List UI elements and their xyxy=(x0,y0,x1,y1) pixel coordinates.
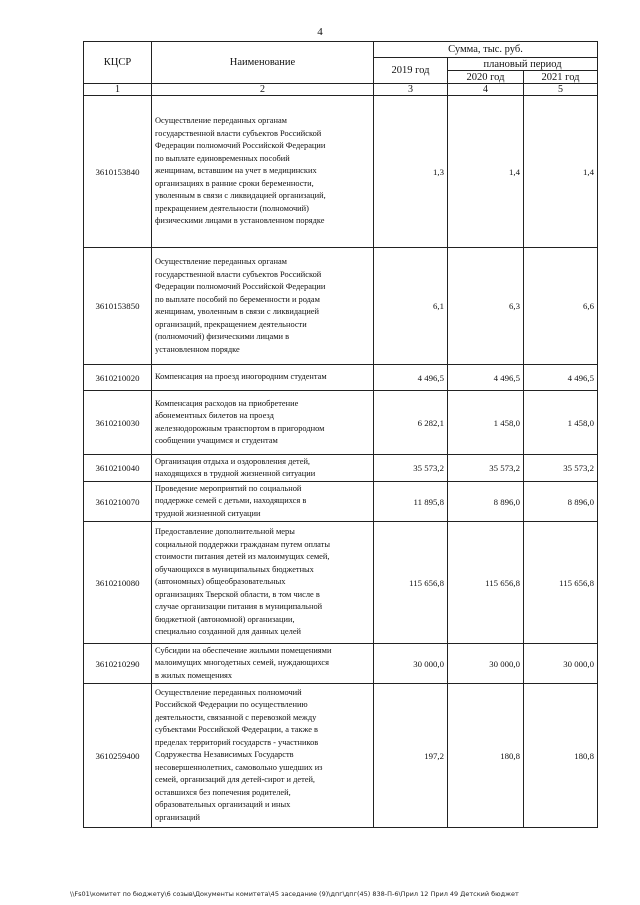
value-2019: 4 496,5 xyxy=(374,365,448,391)
row-name: Проведение мероприятий по социальной поддержке семей с детьми, находящихся в трудной жизненной ситуации xyxy=(152,482,374,522)
row-code: 3610153850 xyxy=(84,248,152,365)
value-2020: 6,3 xyxy=(448,248,524,365)
table-row xyxy=(84,96,598,248)
budget-table xyxy=(83,41,598,828)
row-code: 3610210290 xyxy=(84,644,152,684)
value-2021: 180,8 xyxy=(524,684,598,828)
value-2021: 115 656,8 xyxy=(524,522,598,644)
page-number: 4 xyxy=(317,26,323,38)
header-2020: 2020 год xyxy=(448,71,524,84)
value-2020: 4 496,5 xyxy=(448,365,524,391)
value-2020: 8 896,0 xyxy=(448,482,524,522)
value-2019: 6,1 xyxy=(374,248,448,365)
value-2019: 115 656,8 xyxy=(374,522,448,644)
table-row xyxy=(84,644,598,684)
column-number: 1 xyxy=(84,84,152,96)
header-2021: 2021 год xyxy=(524,71,598,84)
value-2020: 1,4 xyxy=(448,96,524,248)
header-kcsr: КЦСР xyxy=(84,42,152,84)
row-name: Субсидии на обеспечение жилыми помещениями малоимущих многодетных семей, нуждающихся в жилых помещениях xyxy=(152,644,374,684)
row-code: 3610210080 xyxy=(84,522,152,644)
value-2020: 115 656,8 xyxy=(448,522,524,644)
table-row xyxy=(84,482,598,522)
value-2021: 1 458,0 xyxy=(524,391,598,455)
row-name: Компенсация на проезд иногородним студентам xyxy=(152,365,374,391)
value-2021: 6,6 xyxy=(524,248,598,365)
row-name: Осуществление переданных органам государственной власти субъектов Российской Федерации полномочий Российской Федерации по выплате пособий по беременности и родам женщинам, уволенным в связи с ликвидацией организаций, прекращением деятельности (полномочий) физическими лицами в установленном порядке xyxy=(152,248,374,365)
value-2019: 11 895,8 xyxy=(374,482,448,522)
row-code: 3610153840 xyxy=(84,96,152,248)
table-row xyxy=(84,684,598,828)
value-2020: 35 573,2 xyxy=(448,455,524,482)
value-2020: 1 458,0 xyxy=(448,391,524,455)
value-2019: 30 000,0 xyxy=(374,644,448,684)
value-2021: 35 573,2 xyxy=(524,455,598,482)
table-row xyxy=(84,365,598,391)
value-2021: 30 000,0 xyxy=(524,644,598,684)
value-2021: 8 896,0 xyxy=(524,482,598,522)
column-number: 3 xyxy=(374,84,448,96)
value-2019: 6 282,1 xyxy=(374,391,448,455)
header-name: Наименование xyxy=(152,42,374,84)
header-sum: Сумма, тыс. руб. xyxy=(374,42,598,58)
row-code: 3610210030 xyxy=(84,391,152,455)
value-2019: 1,3 xyxy=(374,96,448,248)
column-number: 4 xyxy=(448,84,524,96)
value-2020: 30 000,0 xyxy=(448,644,524,684)
table-row xyxy=(84,248,598,365)
header-2019: 2019 год xyxy=(374,58,448,84)
footer-file-path: \\Fs01\комитет по бюджету\6 созыв\Документы комитета\45 заседание (9)\дпг\дпг(45) 838-П-6\Прил 12 Прил 49 Детский бюджет xyxy=(70,890,519,898)
column-number: 2 xyxy=(152,84,374,96)
table-row xyxy=(84,455,598,482)
row-code: 3610210040 xyxy=(84,455,152,482)
table-row xyxy=(84,522,598,644)
row-name: Осуществление переданных полномочий Российской Федерации по осуществлению деятельности, связанной с перевозкой между субъектами Российской Федерации, а также в пределах территорий государств - участников Содружества Независимых Государств несовершеннолетних, самовольно ушедших из семей, организаций для детей-сирот и детей, оставшихся без попечения родителей, образовательных организаций и иных организаций xyxy=(152,684,374,828)
row-name: Компенсация расходов на приобретение абонементных билетов на проезд железнодорожным транспортом в пригородном сообщении учащимся и студентам xyxy=(152,391,374,455)
row-code: 3610259400 xyxy=(84,684,152,828)
row-code: 3610210070 xyxy=(84,482,152,522)
row-name: Предоставление дополнительной меры социальной поддержки гражданам путем оплаты стоимости питания детей из малоимущих семей, обучающихся в муниципальных бюджетных (автономных) общеобразовательных организациях Тверской области, в том числе в случае организации питания в муниципальной бюджетной (автономной) организации, специально созданной для данных целей xyxy=(152,522,374,644)
row-code: 3610210020 xyxy=(84,365,152,391)
value-2021: 4 496,5 xyxy=(524,365,598,391)
value-2020: 180,8 xyxy=(448,684,524,828)
column-number: 5 xyxy=(524,84,598,96)
row-name: Организация отдыха и оздоровления детей, находящихся в трудной жизненной ситуации xyxy=(152,455,374,482)
row-name: Осуществление переданных органам государственной власти субъектов Российской Федерации полномочий Российской Федерации по выплате единовременных пособий женщинам, вставшим на учет в медицинских организациях в ранние сроки беременности, уволенным в связи с ликвидацией организаций, прекращением деятельности (полномочий) физическими лицами в установленном порядке xyxy=(152,96,374,248)
value-2021: 1,4 xyxy=(524,96,598,248)
value-2019: 35 573,2 xyxy=(374,455,448,482)
table-row xyxy=(84,391,598,455)
value-2019: 197,2 xyxy=(374,684,448,828)
header-planned-period: плановый период xyxy=(448,58,598,71)
